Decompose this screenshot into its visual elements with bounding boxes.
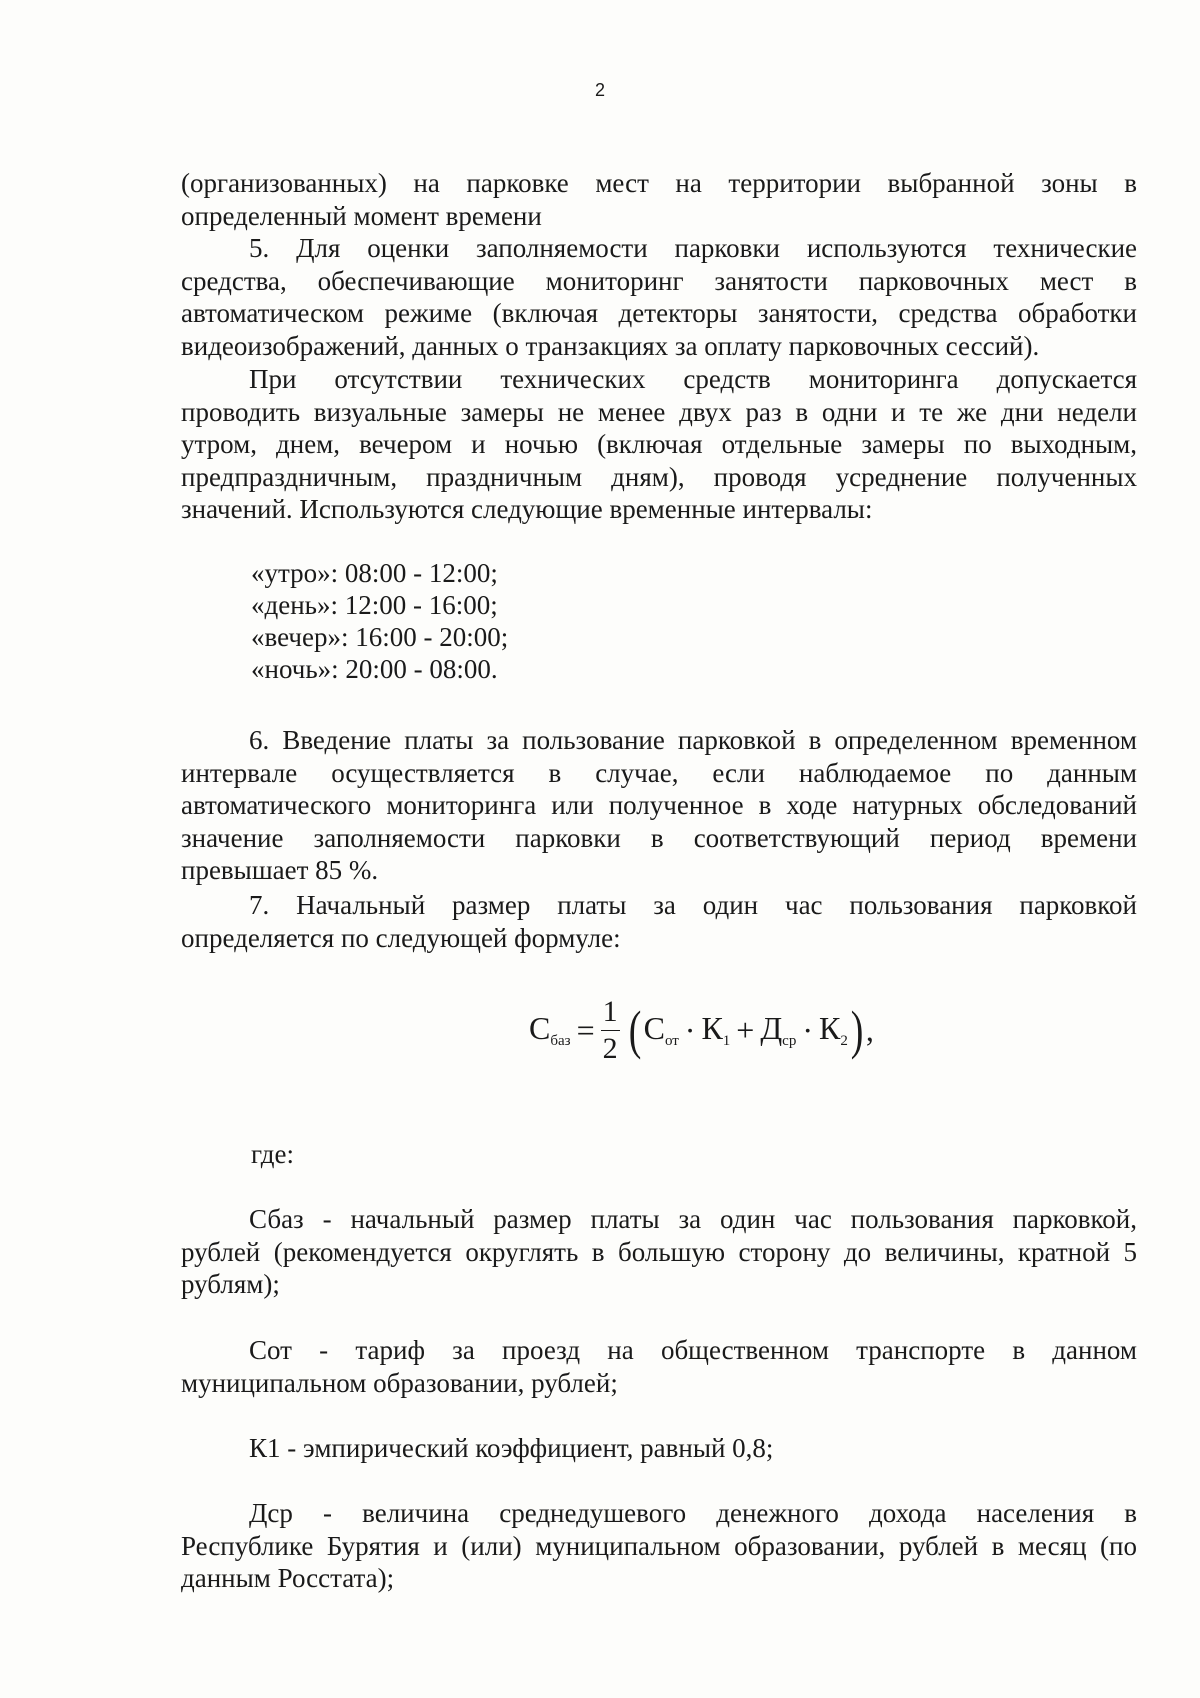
text-line: Дср - величина среднедушевого денежного дохода населения в (249, 1498, 1137, 1528)
text-line: 7. Начальный размер платы за один час пользования парковкой (249, 890, 1137, 920)
formula-term-k2: $К_2$ (819, 1010, 848, 1049)
text-line: средства, обеспечивающие мониторинг занятости парковочных мест в (181, 265, 1137, 296)
where-label: где: (251, 1139, 294, 1169)
text-line: (организованных) на парковке мест на территории выбранной зоны в (181, 168, 1137, 198)
formula-term-dsr: $Д_{ср}$ (760, 1010, 797, 1049)
list-item: «день»: 12:00 - 16:00; (251, 590, 498, 620)
text-line: муниципальном образовании, рублей; (181, 1367, 618, 1398)
text-line: предпраздничным, праздничным дням), проводя усреднение полученных (181, 461, 1137, 492)
formula-close-paren: ) (850, 1000, 864, 1060)
text-line: 5. Для оценки заполняемости парковки используются технические (249, 233, 1137, 263)
list-item: «утро»: 08:00 - 12:00; (251, 558, 498, 588)
formula-fraction: $\frac{1}{2}$ (602, 994, 618, 1065)
text-line: рублей (рекомендуется округлять в большую сторону до величины, кратной 5 (181, 1236, 1137, 1267)
text-line: превышает 85 %. (181, 855, 379, 885)
text-line: К1 - эмпирический коэффициент, равный 0,8; (249, 1433, 774, 1463)
definition-dsr (181, 1497, 1137, 1595)
paragraph-6 (181, 724, 1137, 887)
list-item: «вечер»: 16:00 - 20:00; (251, 622, 509, 652)
text-line: утром, днем, вечером и ночью (включая отдельные замеры по выходным, (181, 429, 1137, 459)
text-line: Сбаз - начальный размер платы за один час пользования парковкой, (249, 1204, 1137, 1234)
text-line: интервале осуществляется в случае, если наблюдаемое по данным (181, 757, 1137, 788)
time-intervals-list (251, 557, 508, 685)
definition-sot (181, 1334, 1137, 1399)
paragraph-5 (181, 232, 1137, 362)
formula-term-sot: $С_{от}$ (643, 1010, 679, 1049)
definition-k1 (181, 1432, 1137, 1465)
text-line: значений. Используются следующие временные интервалы: (181, 494, 873, 524)
formula-lhs: $С_{баз}$ (529, 1010, 571, 1049)
fee-formula: $С_{баз}$ = $\frac{1}{2}$ ( $С_{от}$ · $К_1$ + $Д_{ср}$ · $К_2$ ) , (529, 994, 874, 1065)
list-item: «ночь»: 20:00 - 08:00. (251, 654, 498, 684)
text-line: автоматическом режиме (включая детекторы занятости, средства обработки (181, 298, 1137, 328)
formula-term-k1: $К_1$ (701, 1010, 731, 1049)
text-line: определяется по следующей формуле: (181, 922, 621, 953)
text-line: проводить визуальные замеры не менее двух раз в одни и те же дни недели (181, 396, 1137, 427)
paragraph-intro (181, 167, 1137, 232)
text-line: значение заполняемости парковки в соответствующий период времени (181, 822, 1137, 853)
text-line: 6. Введение платы за пользование парковкой в определенном временном (249, 725, 1137, 755)
text-line: видеоизображений, данных о транзакциях за оплату парковочных сессий). (181, 330, 1040, 361)
text-line: данным Росстата); (181, 1563, 395, 1593)
text-line: Республике Бурятия и (или) муниципальном образовании, рублей в месяц (по (181, 1530, 1137, 1561)
formula-equals: = (576, 1011, 595, 1048)
definition-sbaz (181, 1203, 1137, 1301)
text-line: При отсутствии технических средств мониторинга допускается (249, 364, 1137, 394)
formula-open-paren: ( (628, 1000, 641, 1060)
text-line: автоматического мониторинга или полученное в ходе натурных обследований (181, 790, 1137, 820)
text-line: Сот - тариф за проезд на общественном транспорте в данном (249, 1335, 1137, 1365)
paragraph-visual-measurements (181, 363, 1137, 526)
page-number: 2 (594, 80, 605, 100)
text-line: рублям); (181, 1269, 280, 1299)
text-line: определенный момент времени (181, 200, 542, 231)
paragraph-7 (181, 889, 1137, 954)
